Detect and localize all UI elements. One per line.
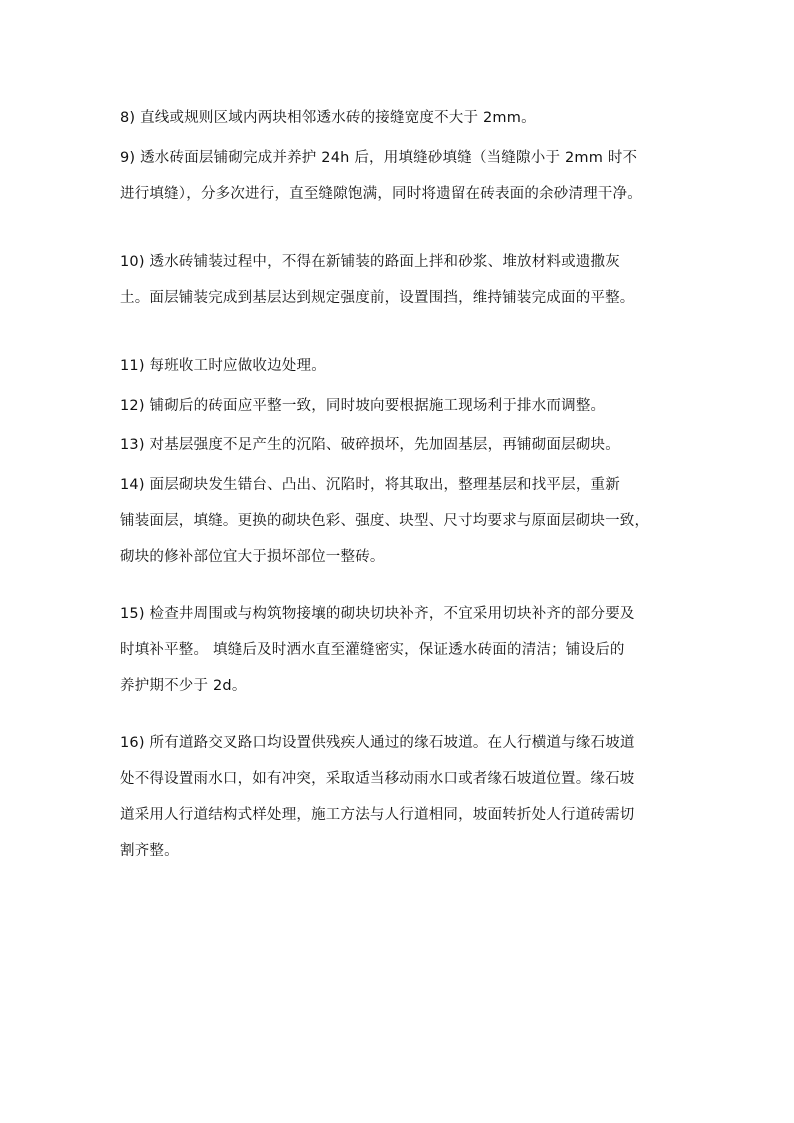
paragraph-line: 时填补平整。 填缝后及时洒水直至灌缝密实，保证透水砖面的清洁；铺设后的 xyxy=(120,642,625,658)
paragraph-line: 12) 铺砌后的砖面应平整一致，同时坡向要根据施工现场利于排水而调整。 xyxy=(120,398,606,414)
paragraph-13 xyxy=(120,427,680,463)
paragraph-15 xyxy=(120,596,680,704)
paragraph-14 xyxy=(120,467,680,575)
paragraph-line: 8) 直线或规则区域内两块相邻透水砖的接缝宽度不大于 2mm。 xyxy=(120,110,536,126)
paragraph-12 xyxy=(120,388,680,424)
paragraph-line: 14) 面层砌块发生错台、凸出、沉陷时，将其取出，整理基层和找平层，重新 xyxy=(120,477,620,493)
paragraph-line: 进行填缝），分多次进行，直至缝隙饱满，同时将遗留在砖表面的余砂清理干净。 xyxy=(120,186,642,202)
paragraph-line: 处不得设置雨水口，如有冲突，采取适当移动雨水口或者缘石坡道位置。缘石坡 xyxy=(120,771,635,787)
paragraph-line: 砌块的修补部位宜大于损坏部位一整砖。 xyxy=(120,549,385,565)
paragraph-line: 土。面层铺装完成到基层达到规定强度前，设置围挡，维持铺装完成面的平整。 xyxy=(120,290,635,306)
paragraph-line: 15) 检查井周围或与构筑物接壤的砌块切块补齐，不宜采用切块补齐的部分要及 xyxy=(120,606,635,622)
paragraph-line: 道采用人行道结构式样处理，施工方法与人行道相同，坡面转折处人行道砖需切 xyxy=(120,807,635,823)
paragraph-line: 16) 所有道路交叉路口均设置供残疾人通过的缘石坡道。在人行横道与缘石坡道 xyxy=(120,735,635,751)
paragraph-10 xyxy=(120,244,680,316)
paragraph-line: 割齐整。 xyxy=(120,843,179,859)
paragraph-8 xyxy=(120,100,680,136)
paragraph-9 xyxy=(120,140,680,212)
paragraph-line: 11) 每班收工时应做收边处理。 xyxy=(120,358,326,374)
paragraph-line: 养护期不少于 2d。 xyxy=(120,678,247,694)
paragraph-line: 9) 透水砖面层铺砌完成并养护 24h 后，用填缝砂填缝（当缝隙小于 2mm 时不 xyxy=(120,150,638,166)
paragraph-line: 10) 透水砖铺装过程中，不得在新铺装的路面上拌和砂浆、堆放材料或遗撒灰 xyxy=(120,254,620,270)
paragraph-11 xyxy=(120,348,680,384)
paragraph-16 xyxy=(120,725,680,869)
paragraph-line: 13) 对基层强度不足产生的沉陷、破碎损坏，先加固基层，再铺砌面层砌块。 xyxy=(120,437,620,453)
paragraph-line: 铺装面层，填缝。更换的砌块色彩、强度、块型、尺寸均要求与原面层砌块一致， xyxy=(120,513,650,529)
